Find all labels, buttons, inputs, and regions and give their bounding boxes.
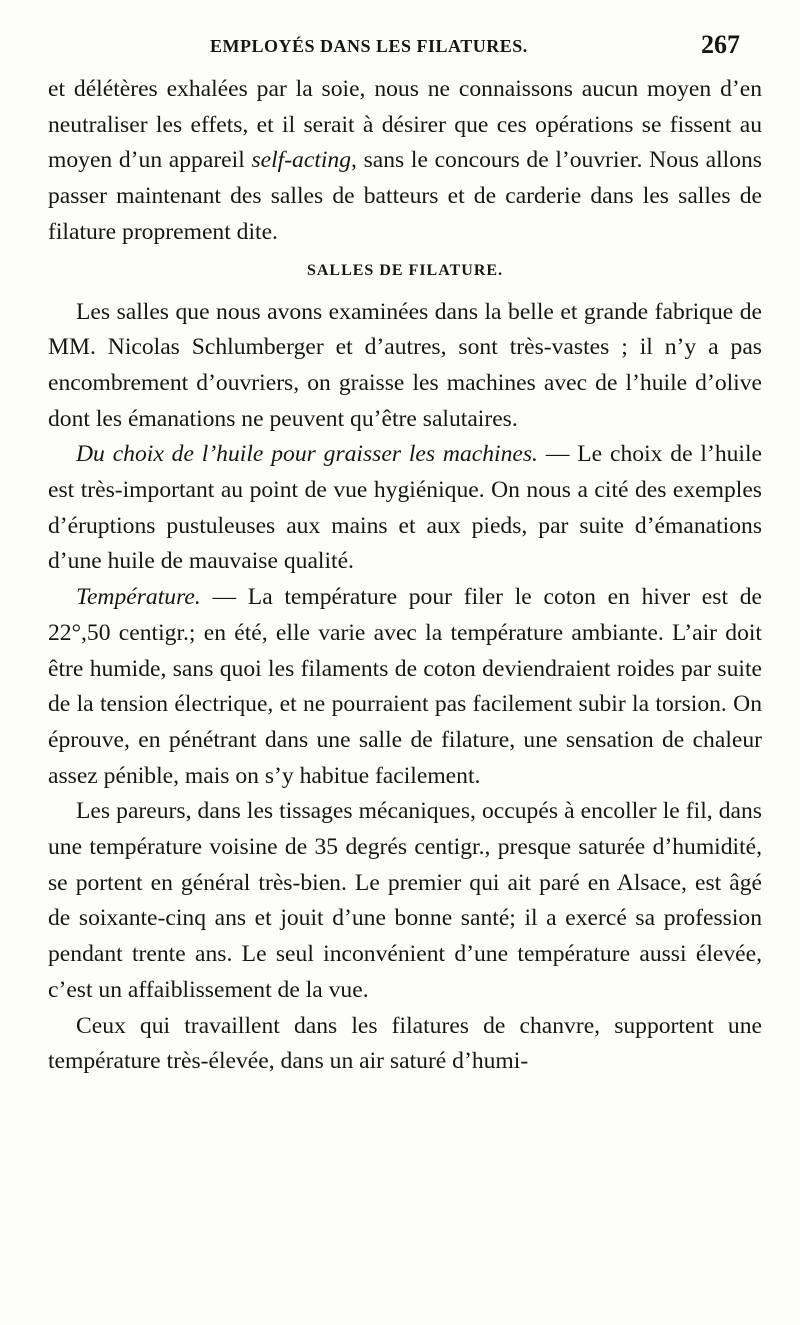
paragraph	[48, 580, 762, 794]
paragraph-text: — La température pour filer le coton en hiver est de 22°,50 centigr.; en été, elle varie avec la température ambiante. L’air doit être humide, sans quoi les filaments de coton deviendraient roides par suite de la tension électrique, et ne pourraient pas facilement subir la torsion. On éprouve, en pénétrant dans une salle de filature, une sensation de chaleur assez pénible, mais on s’y habitue facilement.	[48, 584, 762, 789]
body-text	[48, 72, 762, 1080]
running-header	[0, 30, 800, 66]
paragraph: Les pareurs, dans les tissages mécaniques, occupés à encoller le fil, dans une température voisine de 35 degrés centigr., presque saturée d’humidité, se portent en général très-bien. Le premier qui ait paré en Alsace, est âgé de soixante-cinq ans et jouit d’une bonne santé; il a exercé sa profession pendant trente ans. Le seul inconvénient d’une température aussi élevée, c’est un affaiblissement de la vue.	[48, 798, 762, 1003]
paragraph-text: — Le choix de l’huile est très-important au point de vue hygiénique. On nous a cité des exemples d’éruptions pustuleuses aux mains et aux pieds, par suite d’émanations d’une huile de mauvaise qualité.	[48, 441, 763, 575]
page-number: 267	[701, 30, 740, 59]
paragraph-text: , sans le concours de l’ouvrier. Nous allons passer maintenant des salles de batteurs et de carderie dans les salles de filature proprement dite.	[48, 147, 762, 245]
paragraph: Ceux qui travaillent dans les filatures de chanvre, supportent une température très-élevée, dans un air saturé d’humi-	[48, 1012, 762, 1075]
paragraph: Les salles que nous avons examinées dans la belle et grande fabrique de MM. Nicolas Schlumberger et d’autres, sont très-vastes ; il n’y a pas encombrement d’ouvriers, on graisse les machines avec de l’huile d’olive dont les émanations ne peuvent qu’être salutaires.	[48, 298, 762, 432]
paragraph-subheading: Du choix de l’huile pour graisser les machines.	[76, 441, 538, 468]
paragraph	[48, 437, 762, 580]
paragraph-continuation	[48, 72, 762, 251]
section-heading: SALLES DE FILATURE.	[306, 261, 504, 279]
italic-term: self-acting	[251, 147, 352, 174]
paragraph-subheading: Température.	[76, 584, 201, 611]
running-title: EMPLOYÉS DANS LES FILATURES.	[210, 36, 528, 56]
paragraph-text: et délétères exhalées par la soie, nous ne connaissons aucun moyen d’en neutraliser les effets, et il serait à désirer que ces opérations se fissent au moyen d’un appareil	[48, 76, 762, 174]
